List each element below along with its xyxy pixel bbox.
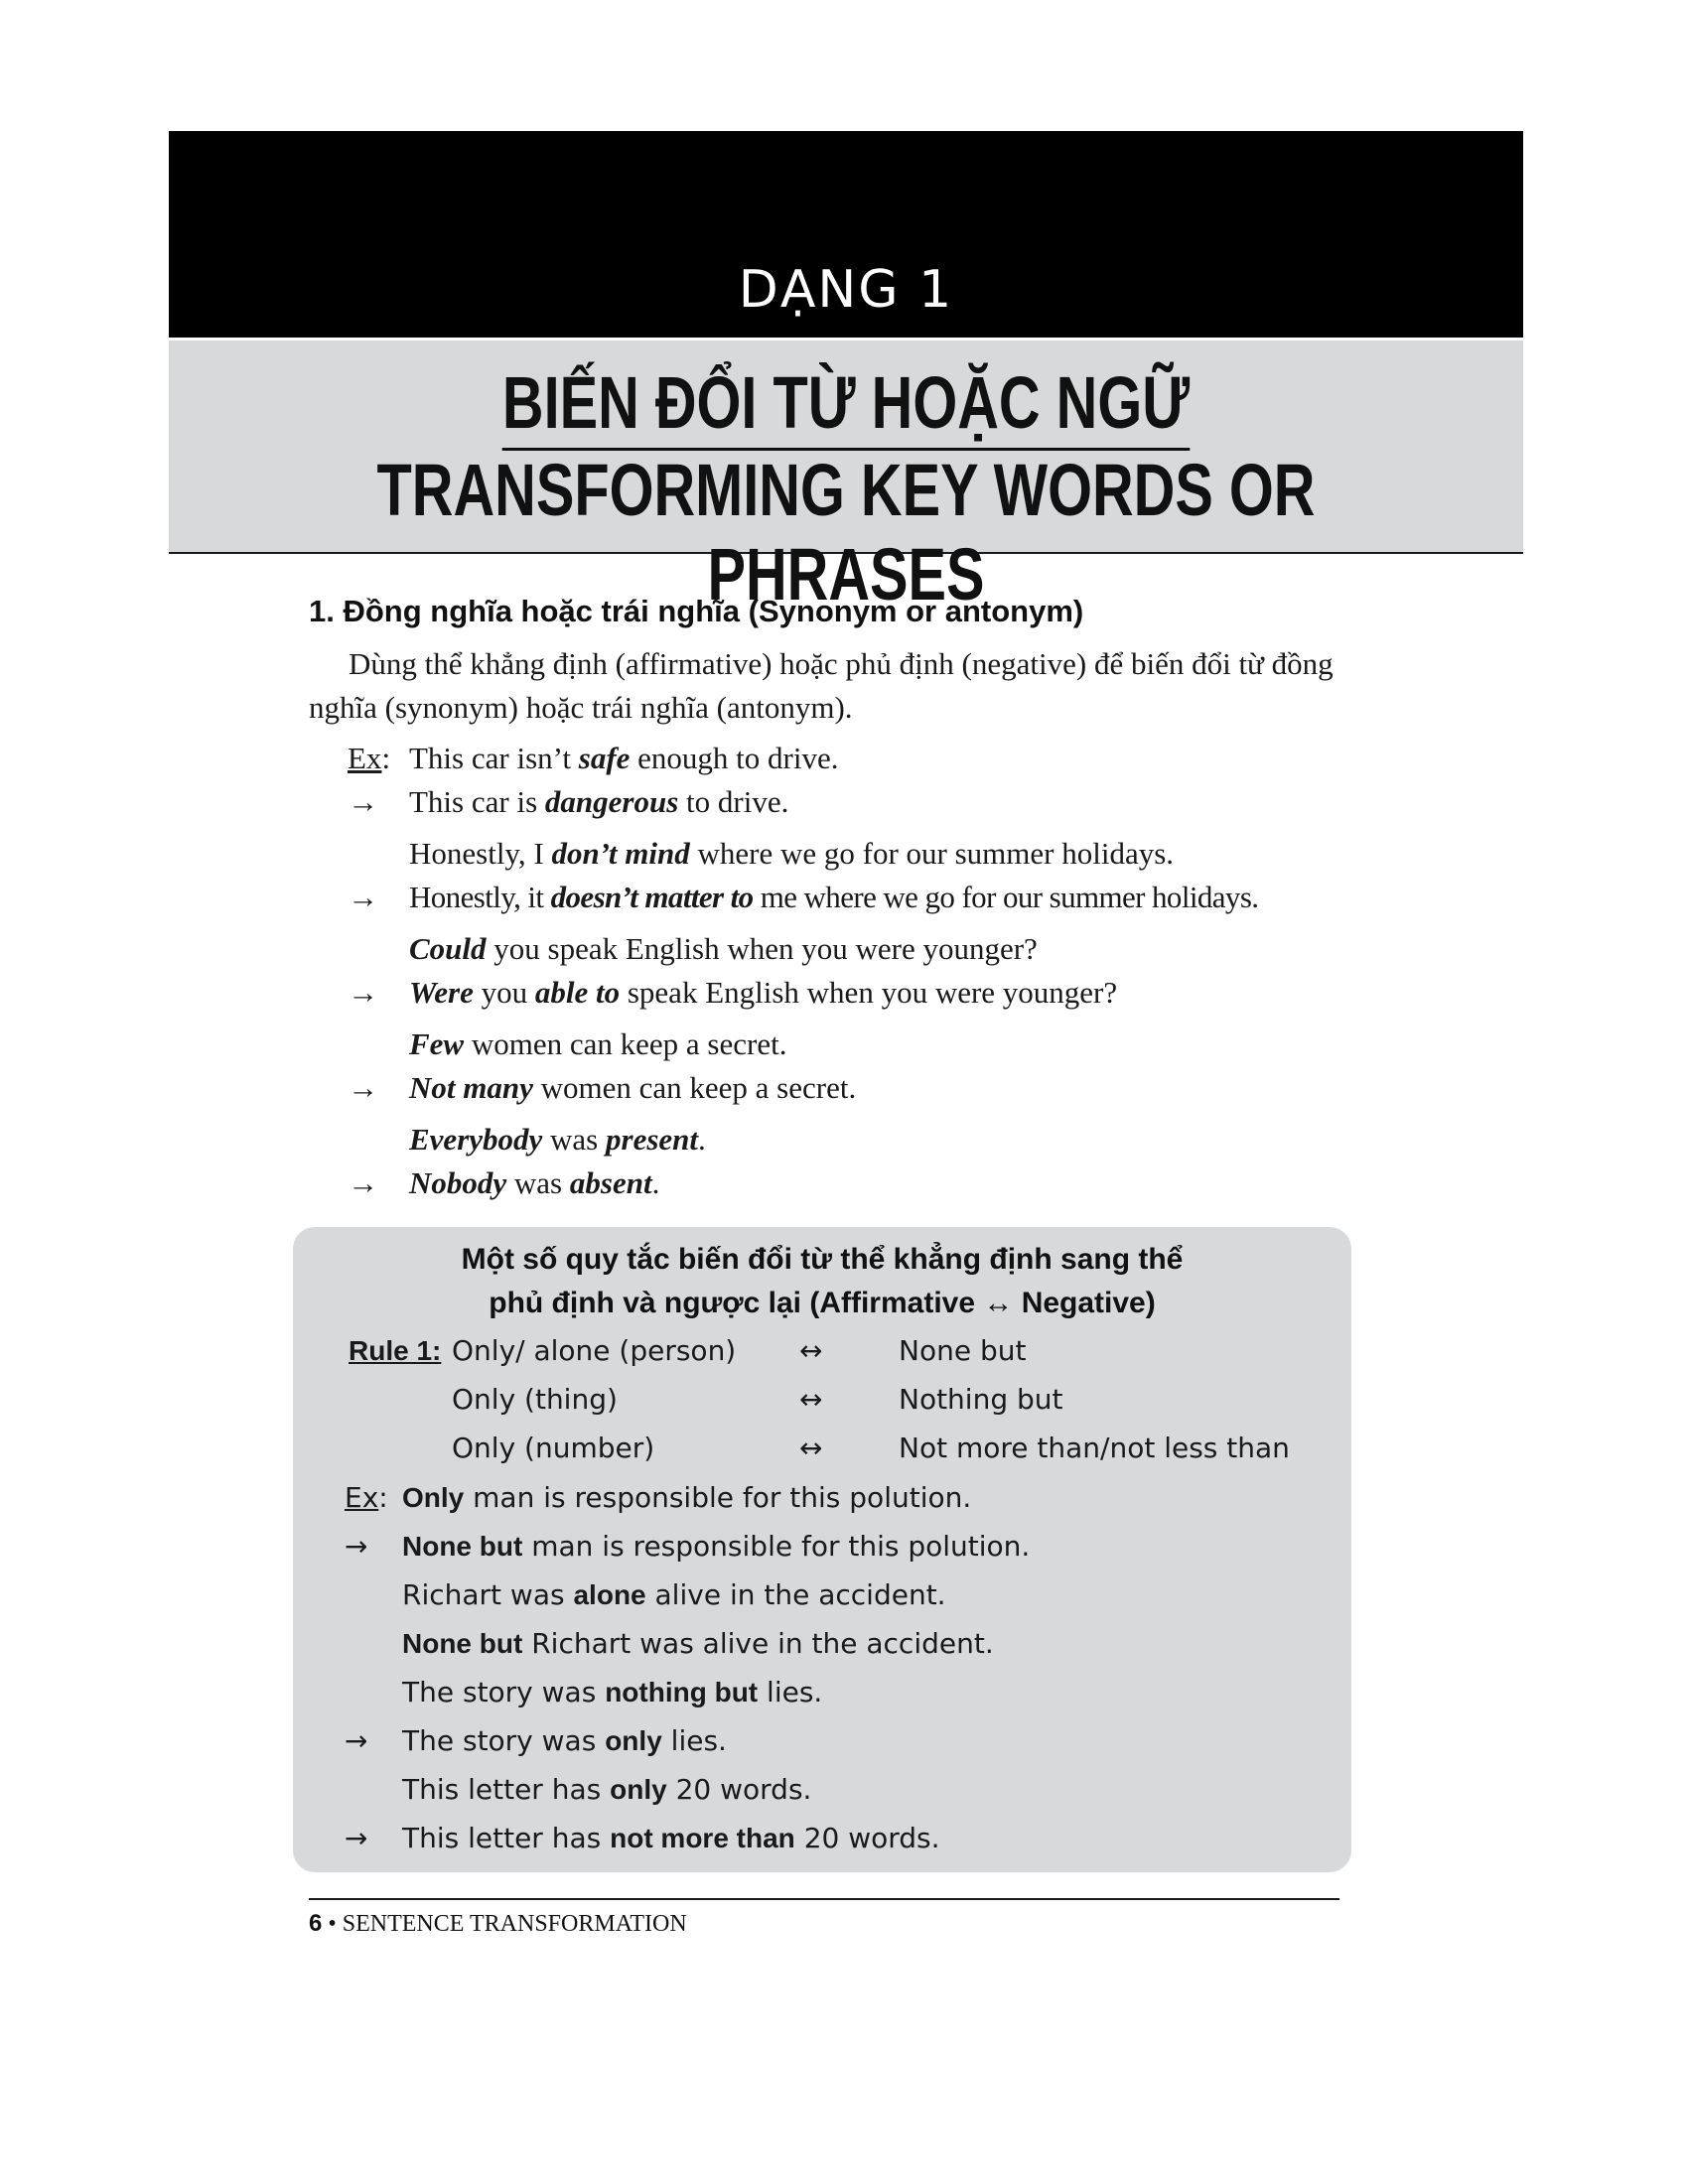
footer-bullet: • [328,1911,337,1937]
rule-left: Only/ alone (person) [452,1334,737,1367]
rule-example-line: → This letter has not more than 20 words. [345,1822,940,1854]
page-footer [309,1910,687,1938]
rule-arrow: ↔ [799,1383,823,1416]
rule-left: Only (number) [452,1432,655,1464]
example-line: Ex: This car isn’t safe enough to drive. [348,741,839,775]
rule-arrow: ↔ [799,1432,823,1464]
rule-example-line: None but Richart was alive in the accident. [402,1627,994,1660]
rule-example-line: → None but man is responsible for this polution. [345,1530,1031,1563]
rule-arrow: ↔ [799,1334,823,1367]
footer-divider [309,1898,1339,1900]
title-english: TRANSFORMING KEY WORDS OR PHRASES [376,449,1316,615]
example-line: Could you speak English when you were younger? [409,931,1038,966]
rule-right: None but [899,1334,1027,1367]
rule-example-line: Ex: Only man is responsible for this polution. [345,1481,972,1514]
example-line: Honestly, I don’t mind where we go for our summer holidays. [409,836,1175,871]
rule-label: Rule 1: [349,1335,442,1366]
example-line: → This car is dangerous to drive. [348,784,789,819]
rule-example-line: The story was nothing but lies. [402,1676,823,1708]
section-intro: Dùng thể khẳng định (affirmative) hoặc phủ định (negative) để biến đổi từ đồng nghĩa (synonym) hoặc trái nghĩa (antonym). [309,646,1334,725]
page-number: 6 [309,1910,323,1937]
rule-left: Only (thing) [452,1383,618,1416]
rule-example-line: → The story was only lies. [345,1724,727,1757]
rule-box-title-line1: Một số quy tắc biến đổi từ thể khẳng định sang thể [461,1243,1184,1276]
rule-right: Nothing but [899,1383,1063,1416]
rule-example-line: Richart was alone alive in the accident. [402,1578,946,1611]
section-heading: 1. Đồng nghĩa hoặc trái nghĩa (Synonym or antonym) [309,594,1084,628]
rule-box [293,1227,1351,1872]
footer-title: SENTENCE TRANSFORMATION [342,1911,687,1937]
chapter-label: DẠNG 1 [738,260,954,320]
title-vietnamese: BIẾN ĐỔI TỪ HOẶC NGỮ [318,360,1374,445]
example-line: → Were you able to speak English when you were younger? [348,975,1118,1010]
rule-example-line: This letter has only 20 words. [402,1773,812,1806]
example-line: → Honestly, it doesn’t matter to me where we go for our summer holidays. [348,880,1259,914]
example-line: Everybody was present. [409,1122,706,1157]
header-black-band [169,131,1523,338]
example-line: Few women can keep a secret. [409,1026,787,1061]
rule-box-title-line2: phủ định và ngược lại (Affirmative ↔ Negative) [489,1287,1156,1319]
example-line: → Nobody was absent. [348,1165,660,1200]
example-line: → Not many women can keep a secret. [348,1070,857,1105]
rule-right: Not more than/not less than [899,1432,1290,1464]
